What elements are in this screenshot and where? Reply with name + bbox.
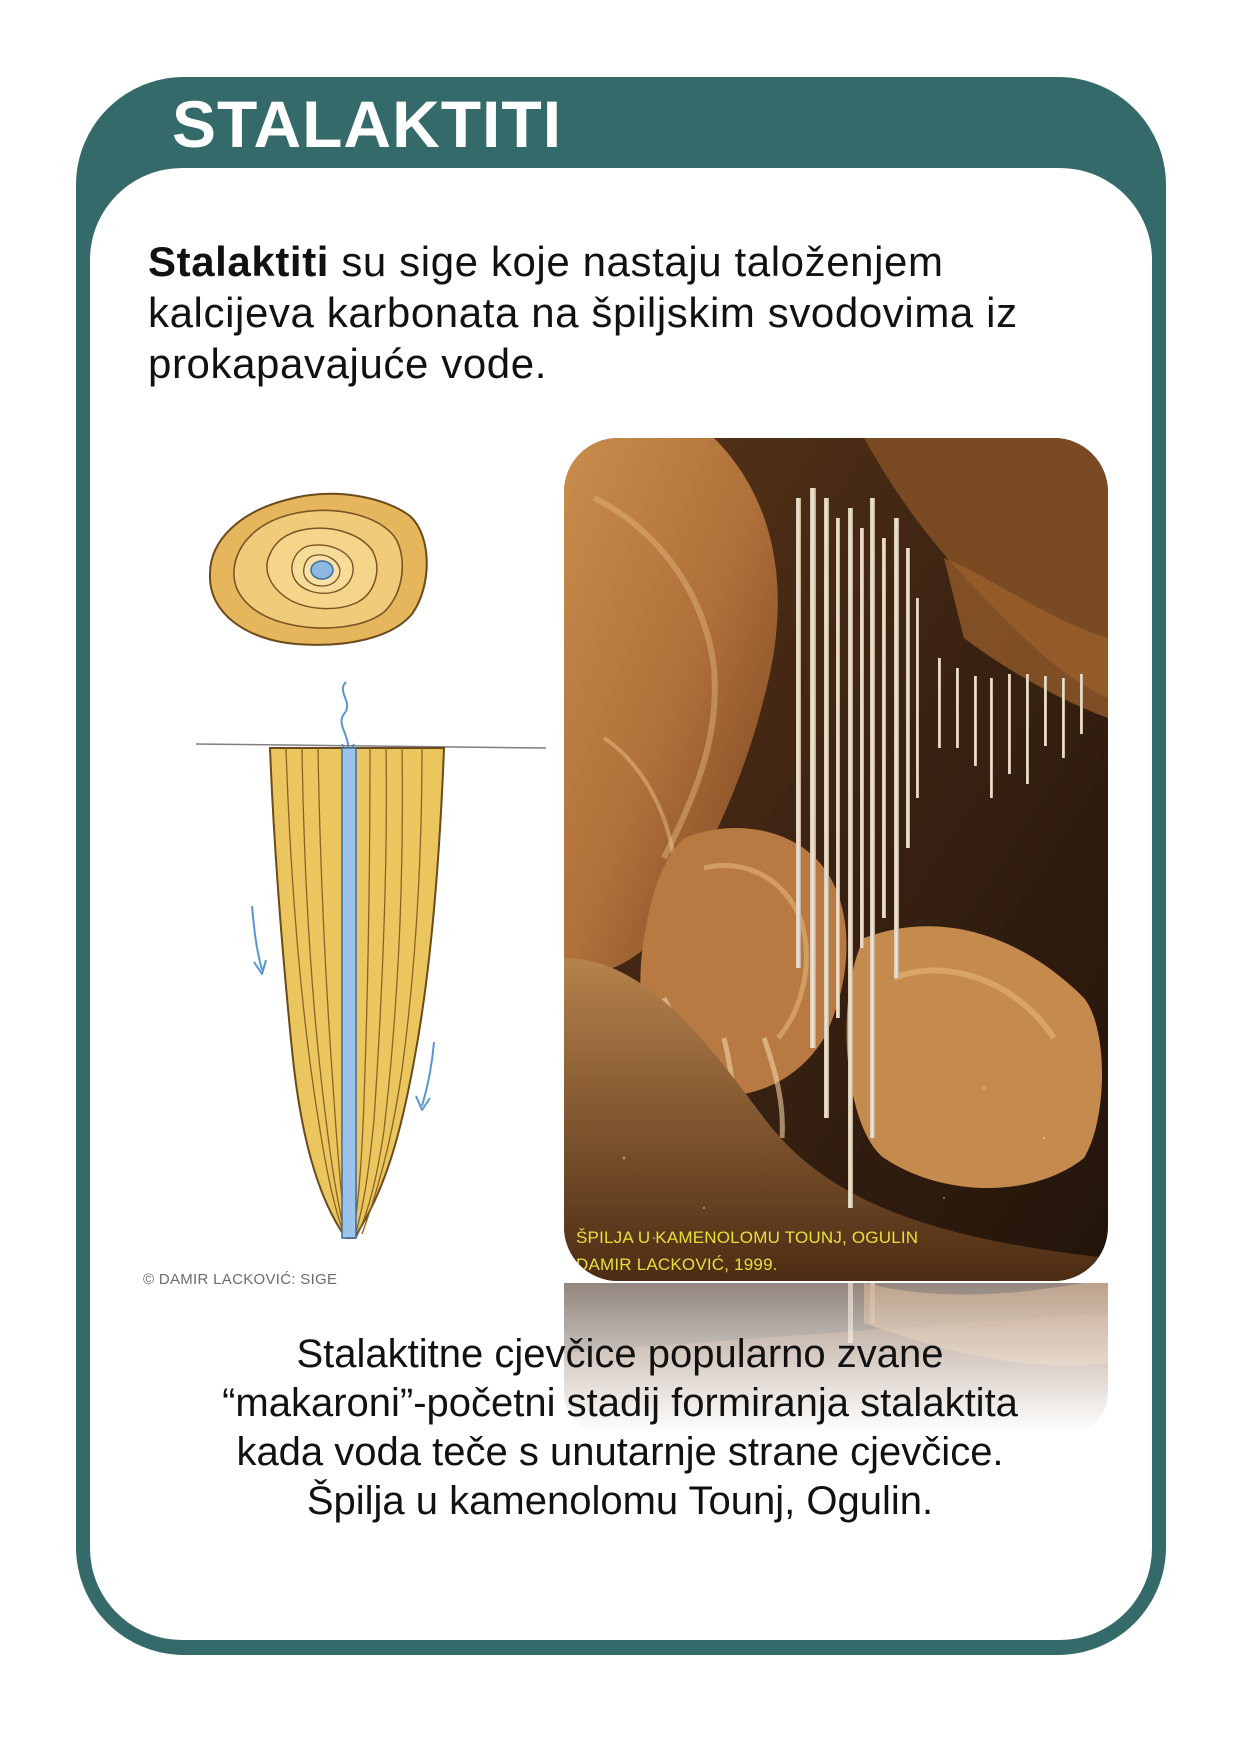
photo-caption-author: DAMIR LACKOVIĆ, 1999. (576, 1255, 778, 1274)
cave-photo (564, 438, 1108, 1281)
central-water-channel (342, 748, 356, 1238)
intro-term: Stalaktiti (148, 238, 330, 285)
stalactite-cross-section (210, 494, 427, 645)
diagram-credit: © DAMIR LACKOVIĆ: SIGE (143, 1271, 338, 1288)
flow-arrow-right (416, 1042, 434, 1110)
water-drop-arrow (342, 682, 354, 756)
photo-caption-location: ŠPILJA U KAMENOLOMU TOUNJ, OGULIN (576, 1228, 919, 1247)
intro-paragraph (148, 236, 1108, 389)
caption-block (130, 1330, 1110, 1526)
intro-definition: su sige koje nastaju taloženjem kalcijeva karbonata na špiljskim svodovima iz prokapavajuće vode. (148, 238, 1018, 387)
cave-photo-image (564, 438, 1108, 1281)
caption-line: Špilja u kamenolomu Tounj, Ogulin. (306, 1479, 934, 1523)
caption-line: kada voda teče s unutarnje strane cjevčice. (236, 1430, 1004, 1474)
page-title: STALAKTITI (172, 87, 563, 161)
caption-line: Stalaktitne cjevčice popularno zvane (296, 1332, 944, 1376)
flow-arrow-left (252, 906, 266, 974)
stalactite-longitudinal-section (270, 748, 444, 1238)
stalactite-diagram (196, 490, 546, 1260)
caption-line: “makaroni”-početni stadij formiranja stalaktita (222, 1381, 1018, 1425)
